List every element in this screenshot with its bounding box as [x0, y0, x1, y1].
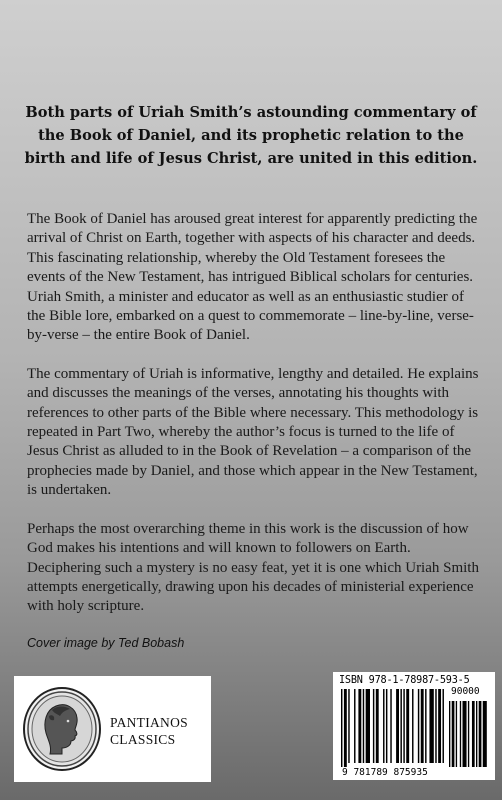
description-paragraph: The commentary of Uriah is informative, lengthy and detailed. He explains and discusses the meanings of the verses, annotating his thoughts with references to other parts of the Bible where necessary. This methodology is repeated in Part Two, whereby the author’s focus is turned to the life of Jesus Christ as alluded to in the Book of Revelation – a comparison of the prophecies made by Daniel, and those which appear in the New Testament, is undertaken. [27, 365, 479, 499]
description-paragraph: The Book of Daniel has aroused great interest for apparently predicting the arrival of Christ on Earth, together with aspects of his character and deeds. This fascinating relationship, whereby the Old Testament foresees the events of the New Testament, has intrigued Biblical scholars for centuries. Uriah Smith, a minister and educator as well as an enthusiastic studier of the Bible lore, embarked on a quest to commemorate – line-by-line, verse-by-verse – the entire Book of Daniel. [27, 211, 478, 344]
publisher-name-line: PANTIANOS [110, 715, 188, 730]
book-description [27, 210, 482, 636]
cover-image-credit: Cover image by Ted Bobash [27, 636, 185, 650]
isbn-label: ISBN 978-1-78987-593-5 [339, 675, 470, 686]
coin-medallion-icon [22, 686, 102, 772]
publisher-name [110, 714, 208, 748]
publisher-name-line: CLASSICS [110, 732, 176, 747]
cover-tagline: Both parts of Uriah Smith’s astounding commentary of the Book of Daniel, and its prophetic relation to the birth and life of Jesus Christ, are united in this edition. [24, 104, 478, 167]
barcode-addon-digits: 90000 [451, 686, 480, 697]
barcode-digits: 9 781789 875935 [342, 767, 428, 778]
isbn-barcode [333, 672, 495, 780]
publisher-logo-box [14, 676, 211, 782]
barcode-icon [339, 689, 489, 769]
description-paragraph: Perhaps the most overarching theme in this work is the discussion of how God makes his intentions and will known to followers on Earth. Deciphering such a mystery is no easy feat, yet it is one which Uriah Smith attempts energetically, drawing upon his decades of ministerial experience with holy scripture. [27, 520, 479, 615]
